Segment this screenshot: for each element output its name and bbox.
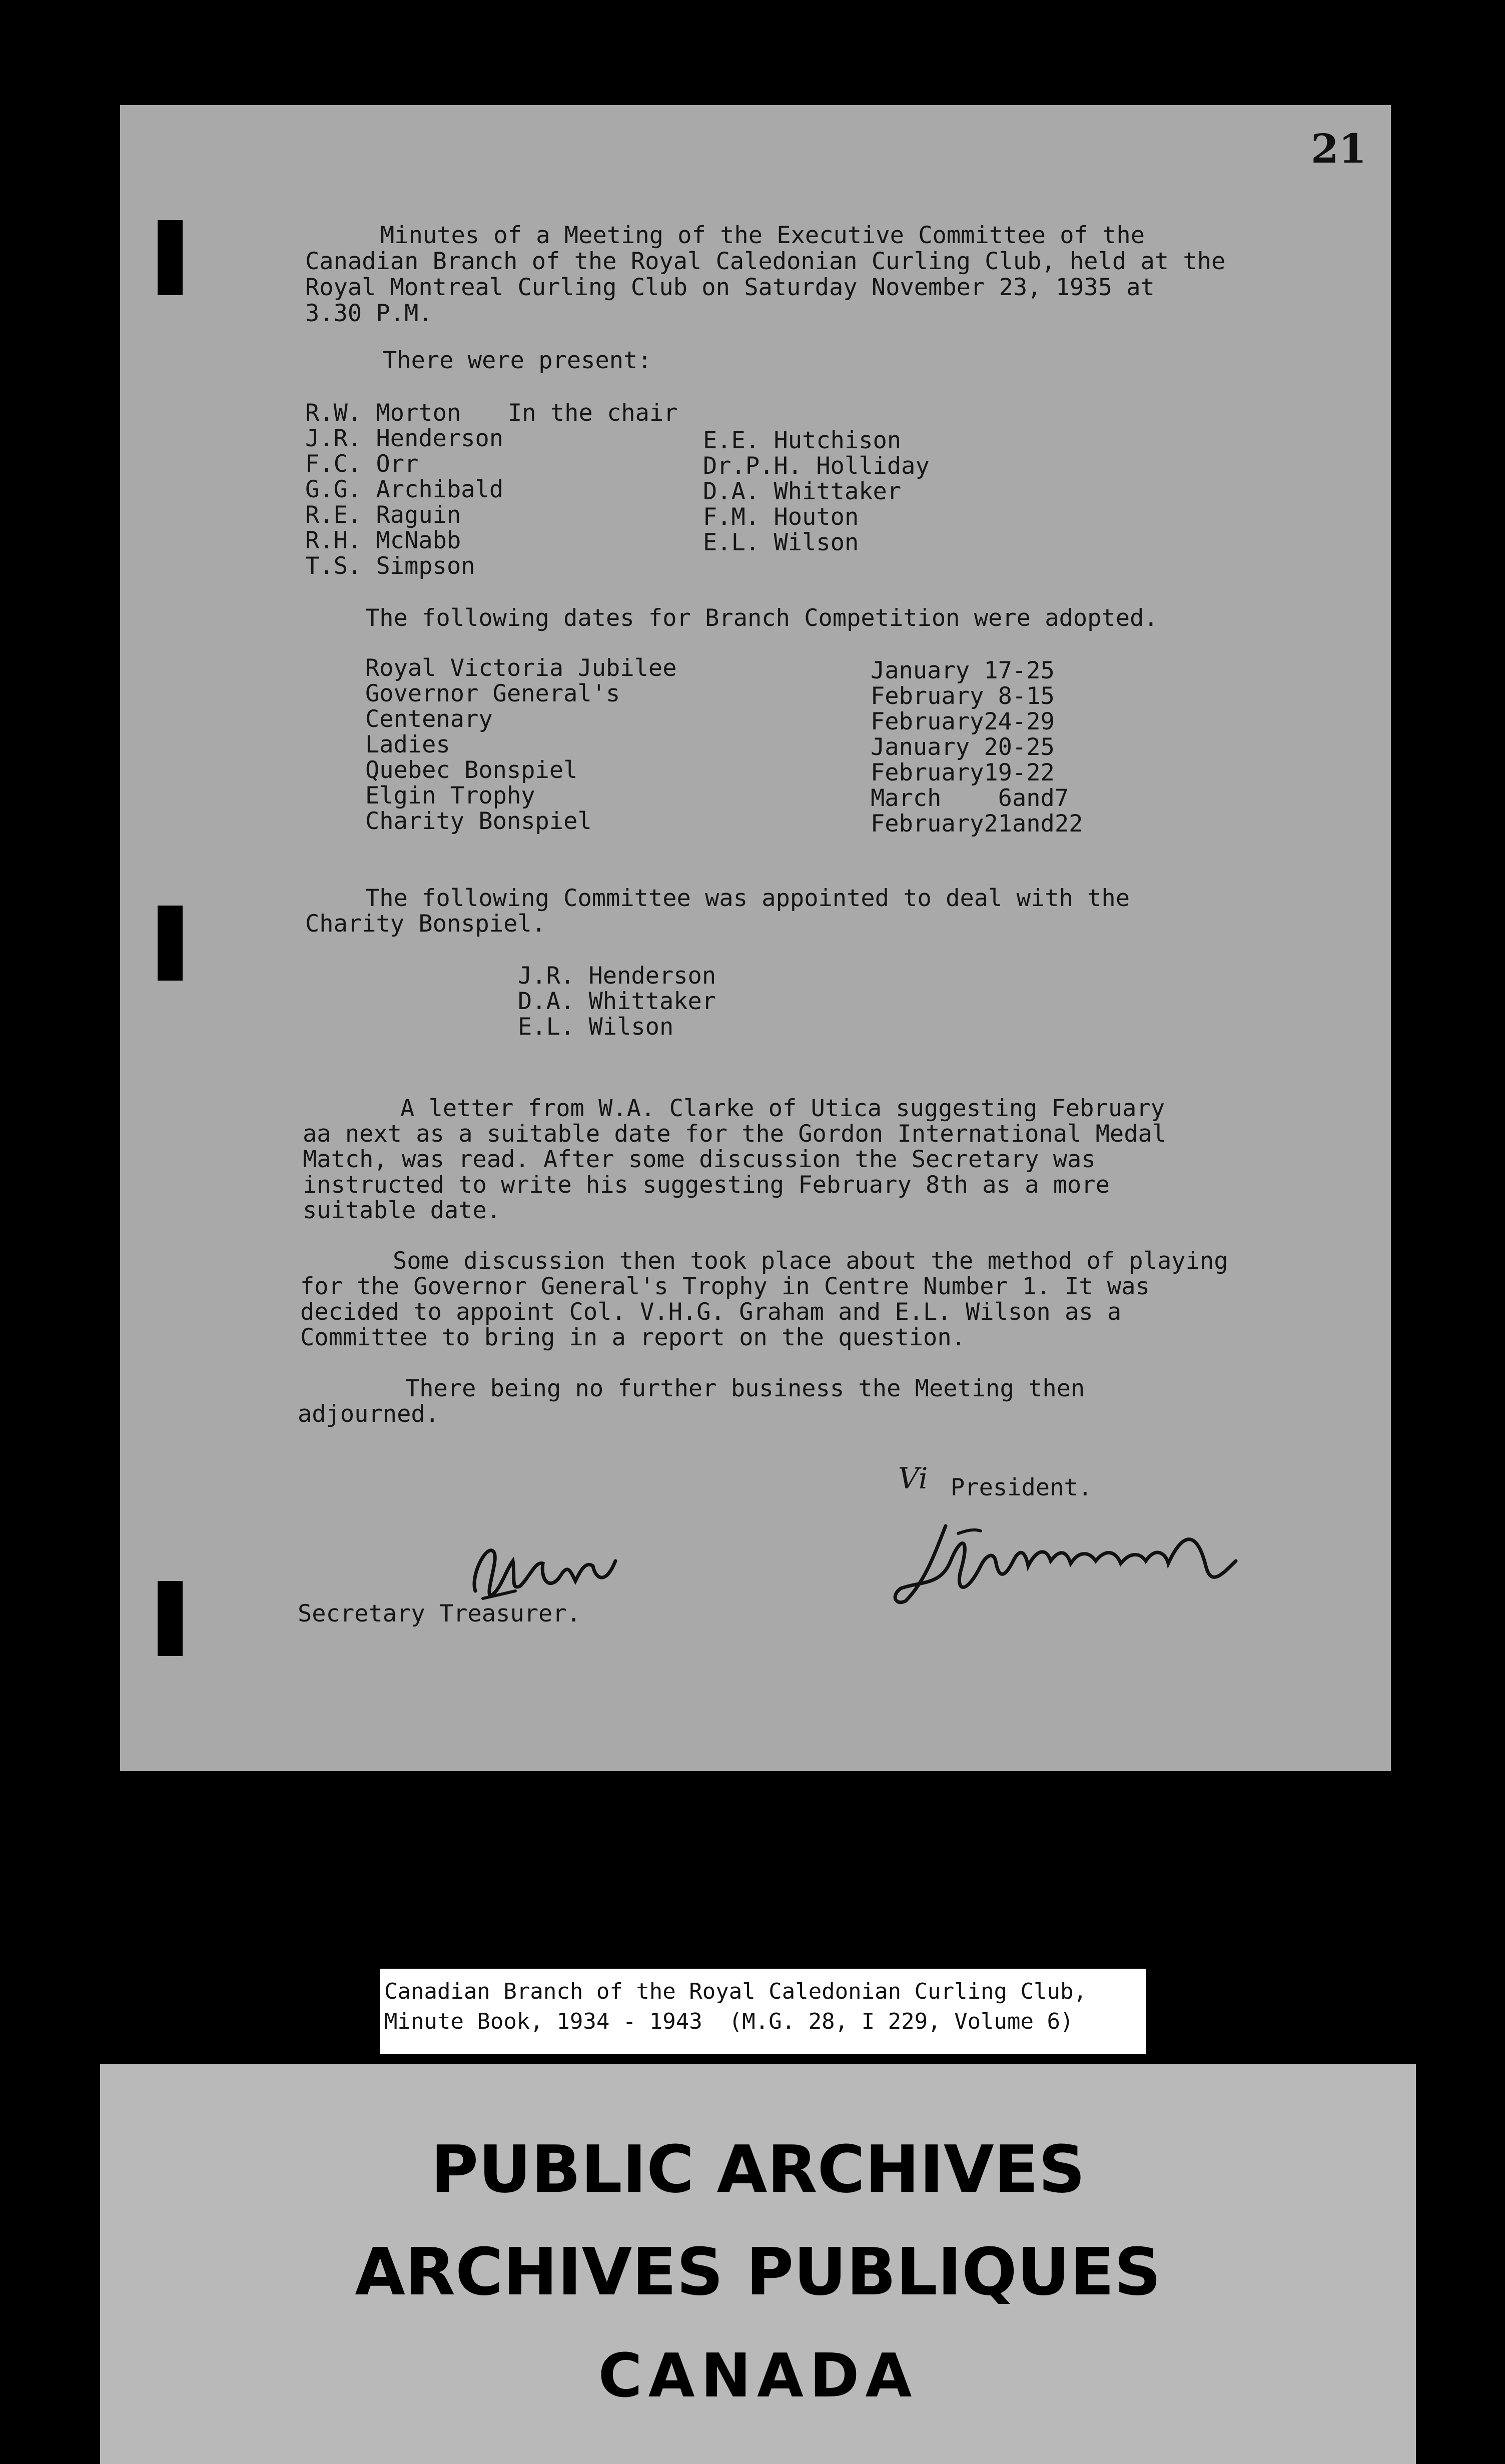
competition-dates: February21and22 — [871, 810, 1083, 838]
attendee-left: R.E. Raguin — [305, 501, 461, 529]
president-signature — [886, 1506, 1286, 1621]
competition-dates: February 8-15 — [871, 682, 1055, 710]
competition-name: Charity Bonspiel — [365, 807, 592, 835]
archive-label-line: Minute Book, 1934 - 1943 (M.G. 28, I 229, Volume 6) — [384, 2009, 1074, 2034]
competition-name: Quebec Bonspiel — [365, 756, 578, 784]
discussion-para-line: Committee to bring in a report on the question. — [300, 1324, 966, 1351]
archive-label-line: Canadian Branch of the Royal Caledonian Curling Club, — [384, 1979, 1087, 2004]
competition-dates: January 20-25 — [871, 733, 1055, 761]
letter-para-line: suitable date. — [303, 1197, 501, 1224]
discussion-para-line: Some discussion then took place about the method of playing — [393, 1247, 1228, 1275]
letter-para-line: A letter from W.A. Clarke of Utica suggesting February — [400, 1095, 1165, 1122]
banner-line: PUBLIC ARCHIVES — [430, 2131, 1086, 2207]
competition-dates: January 17-25 — [871, 657, 1055, 684]
president-label: President. — [951, 1474, 1092, 1501]
attendee-left: R.H. McNabb — [305, 527, 461, 554]
attendee-right: E.L. Wilson — [703, 529, 859, 556]
competition-name: Royal Victoria Jubilee — [365, 654, 677, 682]
chair-name: R.W. Morton — [305, 399, 461, 427]
binder-tab — [158, 906, 183, 981]
discussion-para-line: for the Governor General's Trophy in Centre Number 1. It was — [300, 1273, 1150, 1300]
banner-line: ARCHIVES PUBLIQUES — [355, 2234, 1161, 2310]
discussion-para-line: decided to appoint Col. V.H.G. Graham and E.L. Wilson as a — [300, 1298, 1122, 1326]
banner-line: CANADA — [598, 2341, 918, 2411]
archive-reference-label — [380, 1969, 1146, 2054]
committee-member: J.R. Henderson — [518, 962, 716, 990]
attendee-left: G.G. Archibald — [305, 476, 504, 503]
competition-name: Governor General's — [365, 680, 620, 707]
competition-name: Elgin Trophy — [365, 782, 535, 809]
committee-member: E.L. Wilson — [518, 1013, 674, 1041]
closing-para-line: adjourned. — [298, 1400, 439, 1428]
committee-heading: The following Committee was appointed to deal with the — [365, 885, 1130, 912]
intro-line: Minutes of a Meeting of the Executive Committee of the — [380, 222, 1145, 249]
letter-para-line: aa next as a suitable date for the Gordon International Medal — [303, 1120, 1167, 1148]
committee-heading: Charity Bonspiel. — [305, 910, 546, 938]
intro-line: 3.30 P.M. — [305, 300, 433, 327]
attendee-left: F.C. Orr — [305, 450, 419, 478]
dates-heading: The following dates for Branch Competition were adopted. — [365, 604, 1158, 632]
attendee-left: J.R. Henderson — [305, 425, 504, 452]
attendee-right: D.A. Whittaker — [703, 478, 902, 505]
secretary-label: Secretary Treasurer. — [298, 1600, 581, 1627]
chair-role: In the chair — [508, 399, 678, 427]
archives-banner — [100, 2064, 1416, 2464]
attendee-right: Dr.P.H. Holliday — [703, 452, 930, 480]
letter-para-line: instructed to write his suggesting February 8th as a more — [303, 1171, 1110, 1199]
binder-tab — [158, 220, 183, 295]
document-page — [120, 105, 1391, 1771]
committee-member: D.A. Whittaker — [518, 988, 716, 1015]
intro-line: Royal Montreal Curling Club on Saturday November 23, 1935 at — [305, 274, 1155, 301]
binder-tab — [158, 1581, 183, 1656]
competition-name: Centenary — [365, 705, 493, 733]
competition-dates: February24-29 — [871, 708, 1055, 735]
present-heading: There were present: — [383, 347, 652, 374]
competition-dates: February19-22 — [871, 759, 1055, 786]
letter-para-line: Match, was read. After some discussion the Secretary was — [303, 1146, 1096, 1173]
competition-dates: March 6and7 — [871, 784, 1069, 812]
attendee-left: T.S. Simpson — [305, 552, 475, 580]
competition-name: Ladies — [365, 731, 450, 758]
closing-para-line: There being no further business the Meeting then — [405, 1375, 1085, 1402]
page-number: 21 — [1311, 125, 1367, 172]
attendee-right: F.M. Houton — [703, 503, 859, 531]
vice-handwriting: Vi — [898, 1461, 928, 1495]
intro-line: Canadian Branch of the Royal Caledonian Curling Club, held at the — [305, 248, 1226, 275]
attendee-right: E.E. Hutchison — [703, 427, 902, 454]
